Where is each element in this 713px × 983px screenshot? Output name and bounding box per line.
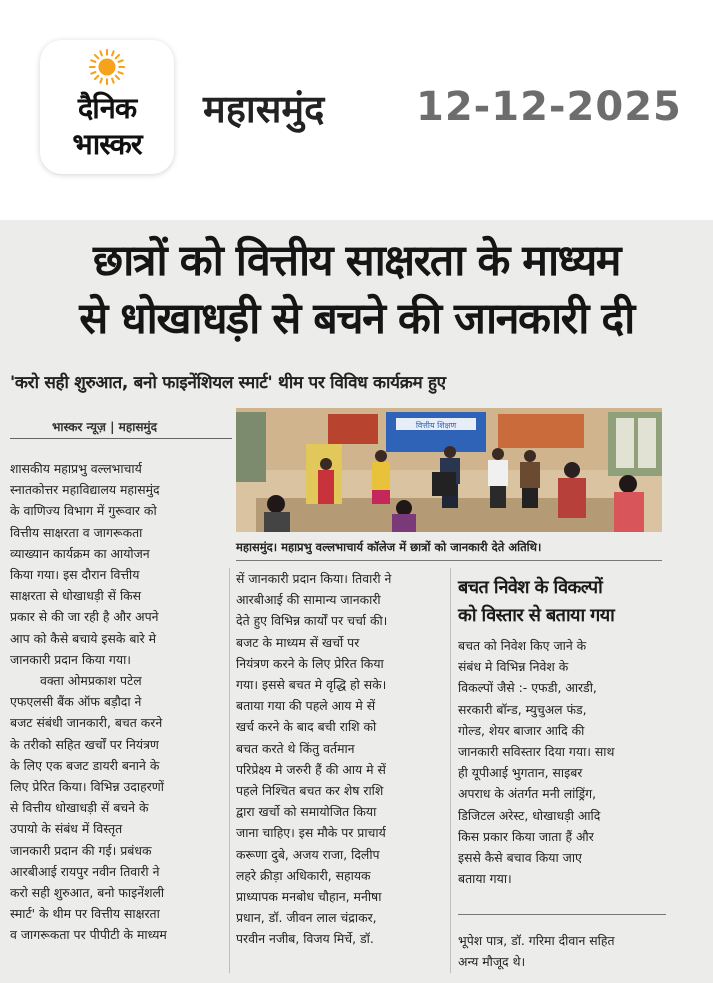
section-heading: [458, 574, 668, 630]
text-line: बजट संबंधी जानकारी, बचत करने: [10, 715, 163, 731]
text-line: इससे कैसे बचाव किया जाए: [458, 850, 582, 866]
text-line: परिप्रेक्ष्य मे जरुरी हैं की आय मे सें: [236, 761, 386, 777]
text-line: जानकारी प्रदान किया गया।: [10, 651, 132, 667]
text-line: बचत करते थे किंतु वर्तमान: [236, 740, 355, 756]
text-line: व्याख्यान कार्यक्रम का आयोजन: [10, 545, 150, 561]
text-line: आरबीआई की सामान्य जानकारी: [236, 592, 381, 608]
photo-banner-text: वित्तीय शिक्षण: [415, 421, 457, 430]
text-line: जानकारी सविस्तार दिया गया। साथ: [458, 744, 615, 760]
column-divider: [450, 568, 451, 973]
text-line: बजट के माध्यम सें खर्चो पर: [236, 634, 360, 650]
text-line: प्रधान, डॉ. जीवन लाल चंद्राकर,: [236, 910, 377, 926]
text-line: के तरीको सहित खर्चों पर नियंत्रण: [10, 736, 159, 752]
text-line: देते हुए विभिन्न कार्यों पर चर्चा की।: [236, 613, 388, 629]
headline-line2: से धोखाधड़ी से बचने की जानकारी दी: [79, 294, 634, 344]
text-line: बचत को निवेश किए जाने के: [458, 638, 587, 653]
text-line: से वित्तीय धोखाधड़ी सें बचने के: [10, 800, 149, 816]
text-line: पहले निश्चित बचत कर शेष राशि: [236, 783, 384, 799]
text-line: प्राध्यापक मनबोध चौहान, मनीषा: [236, 889, 382, 905]
text-line: बताया गया की पहले आय मे सें: [236, 698, 376, 714]
text-line: द्वारा खर्चो को समायोजित किया: [236, 804, 377, 820]
subheadline: 'करो सही शुरुआत, बनो फाइनेंशियल स्मार्ट' थीम पर विविध कार्यक्रम हुए: [10, 373, 446, 393]
text-line: जाना चाहिए। इस मौके पर प्राचार्य: [236, 825, 386, 841]
text-line: डिजिटल अरेस्ट, धोखाधड़ी आदि: [458, 807, 601, 823]
text-line: एफएलसी बैंक ऑफ बड़ौदा ने: [10, 694, 142, 710]
article-column-3-tail: [458, 930, 666, 972]
column-3-divider: [458, 914, 666, 915]
text-line: के वाणिज्य विभाग में गुरूवार को: [10, 503, 157, 519]
text-line: गोल्ड, शेयर बाजार आदि की: [458, 722, 585, 738]
text-line: व जागरूकता पर पीपीटी के माध्यम: [10, 927, 167, 943]
edition-date: 12-12-2025: [416, 84, 682, 130]
article-column-3: [458, 635, 658, 889]
text-line: उपायो के संबंध में विस्तृत: [10, 821, 123, 837]
section-heading-line1: बचत निवेश के विकल्पों: [458, 577, 603, 598]
headline-line1: छात्रों को वित्तीय साक्षरता के माध्यम: [93, 236, 620, 286]
text-line: खर्च करने के बाद बची राशि को: [236, 719, 377, 735]
article-column-2: [236, 568, 444, 950]
text-line: वित्तीय साक्षरता व जागरूकता: [10, 524, 143, 540]
text-line: नियंत्रण करने के लिए प्रेरित किया: [236, 655, 384, 671]
logo-text-line1: दैनिक: [77, 91, 137, 125]
caption-divider: [236, 560, 662, 561]
article-column-1: [10, 458, 224, 946]
byline: भास्कर न्यूज़ | महासमुंद: [52, 420, 157, 434]
photo-caption: महासमुंद। महाप्रभु वल्लभाचार्य कॉलेज में छात्रों को जानकारी देते अतिथि।: [236, 540, 542, 554]
text-line: आरबीआई रायपुर नवीन तिवारी ने: [10, 863, 160, 879]
text-line: विकल्पों जैसे :- एफडी, आरडी,: [458, 680, 597, 696]
text-line: सें जानकारी प्रदान किया। तिवारी ने: [236, 571, 392, 586]
text-line: भूपेश पात्र, डॉ. गरिमा दीवान सहित: [458, 933, 615, 948]
sun-icon: [88, 48, 126, 86]
text-line: स्मार्ट' के थीम पर वित्तीय साक्षरता: [10, 906, 160, 922]
column-divider: [229, 568, 230, 973]
section-heading-line2: को विस्तार से बताया गया: [458, 605, 615, 626]
text-line: वक्ता ओमप्रकाश पटेल: [40, 673, 142, 689]
text-line: आप को कैसे बचाये इसके बारे मे: [10, 630, 157, 646]
text-line: प्रकार से की जा रही है और अपने: [10, 609, 159, 625]
text-line: किया गया। इस दौरान वित्तीय: [10, 567, 140, 583]
text-line: करो सही शुरुआत, बनो फाइनेंशली: [10, 885, 165, 901]
event-photo: [236, 408, 662, 532]
text-line: परवीन नजीब, विजय मिर्चे, डॉ.: [236, 931, 374, 947]
dainik-bhaskar-logo: [40, 40, 174, 174]
text-line: गया। इससे बचत मे वृद्धि हो सके।: [236, 677, 387, 693]
text-line: लहरे क्रीड़ा अधिकारी, सहायक: [236, 867, 371, 883]
edition-city: महासमुंद: [203, 87, 325, 131]
text-line: के लिए एक बजट डायरी बनाने के: [10, 757, 160, 773]
text-line: साक्षरता से धोखाधड़ी सें किस: [10, 588, 142, 604]
text-line: बताया गया।: [458, 871, 512, 887]
text-line: करूणा दुबे, अजय राजा, दिलीप: [236, 846, 380, 862]
text-line: अन्य मौजूद थे।: [458, 954, 526, 970]
text-line: ही यूपीआई भुगतान, साइबर: [458, 765, 583, 781]
text-line: लिए प्रेरित किया। विभिन्न उदाहरणों: [10, 779, 164, 795]
text-line: अपराध के अंतर्गत मनी लांड्रिंग,: [458, 786, 597, 802]
text-line: स्नातकोत्तर महाविद्यालय महासमुंद: [10, 482, 160, 498]
byline-divider: [10, 438, 232, 439]
logo-text-line2: भास्कर: [72, 127, 142, 161]
text-line: जानकारी प्रदान की गई। प्रबंधक: [10, 842, 152, 858]
text-line: किस प्रकार किया जाता हैं और: [458, 828, 594, 844]
text-line: संबंध मे विभिन्न निवेश के: [458, 659, 569, 675]
text-line: शासकीय महाप्रभु वल्लभाचार्य: [10, 461, 142, 476]
text-line: सरकारी बॉन्ड, म्युचुअल फंड,: [458, 701, 587, 717]
